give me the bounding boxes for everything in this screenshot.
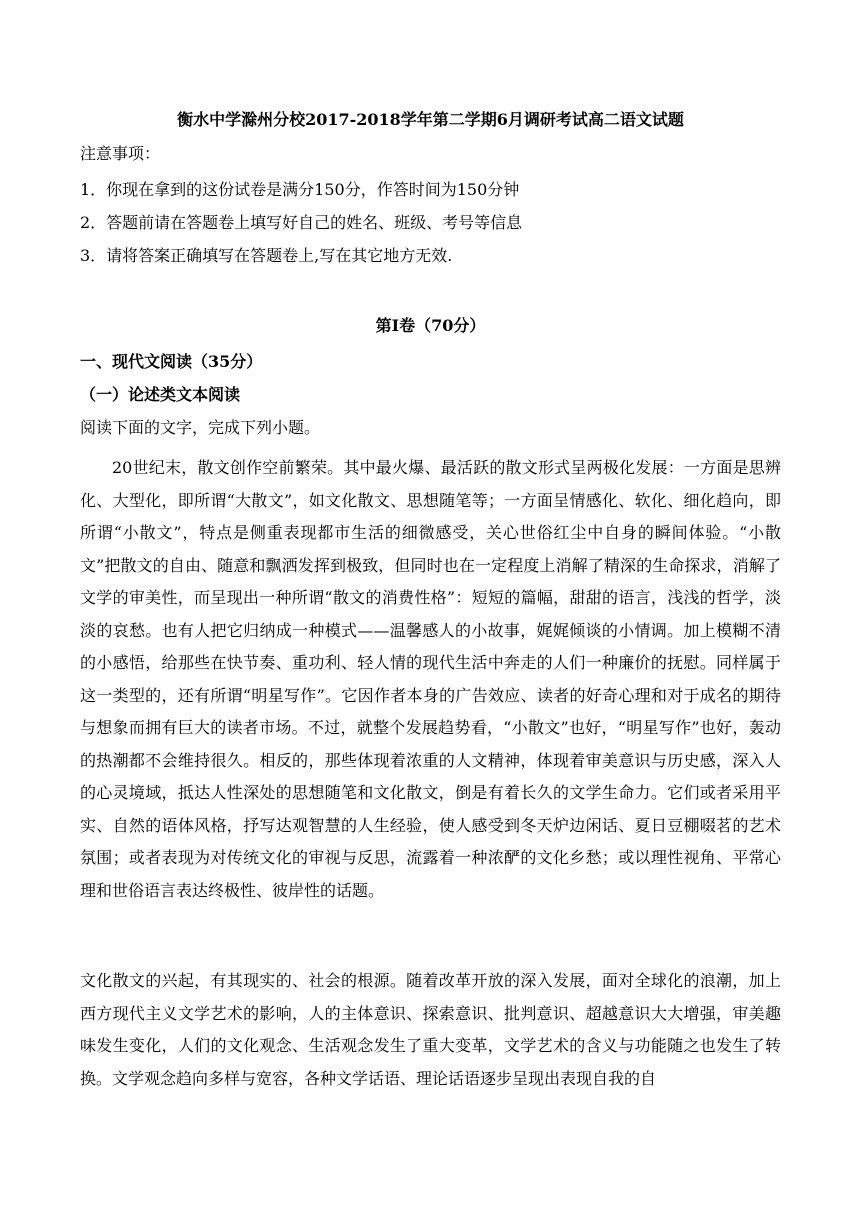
- passage-paragraph: 文化散文的兴起，有其现实的、社会的根源。随着改革开放的深入发展，面对全球化的浪潮，加上西方现代主义文学艺术的影响，人的主体意识、探索意识、批判意识、超越意识大大增强，审美趣味发生变化，人们的文化观念、生活观念发生了重大变革，文学艺术的含义与功能随之也发生了转换。文学观念趋向多样与宽容，各种文学话语、理论话语逐步呈现出表现自我的自: [80, 971, 781, 1088]
- passage-paragraph: 20世纪末，散文创作空前繁荣。其中最火爆、最活跃的散文形式呈两极化发展：一方面是思辨化、大型化，即所谓“大散文”，如文化散文、思想随笔等；一方面呈情感化、软化、细化趋向，即所谓“小散文”，特点是侧重表现都市生活的细微感受，关心世俗红尘中自身的瞬间体验。“小散文”把散文的自由、随意和飘洒发挥到极致，但同时也在一定程度上消解了精深的生命探求，消解了文学的审美性，而呈现出一种所谓“散文的消费性格”：短短的篇幅，甜甜的语言，浅浅的哲学，淡淡的哀愁。也有人把它归纳成一种模式——温馨感人的小故事，娓娓倾谈的小情调。加上模糊不清的小感悟，给那些在快节奏、重功利、轻人情的现代生活中奔走的人们一种廉价的抚慰。同样属于这一类型的，还有所谓“明星写作”。它因作者本身的广告效应、读者的好奇心理和对于成名的期待与想象而拥有巨大的读者市场。不过，就整个发展趋势看，“小散文”也好，“明星写作”也好，轰动的热潮都不会维持很久。相反的，那些体现着浓重的人文精神，体现着审美意识与历史感，深入人的心灵境域，抵达人性深处的思想随笔和文化散文，倒是有着长久的文学生命力。它们或者采用平实、自然的语体风格，抒写达观智慧的人生经验，使人感受到冬天炉边闲话、夏日豆棚啜茗的艺术氛围；或者表现为对传统文化的审视与反思，流露着一种浓酽的文化乡愁；或以理性视角、平常心理和世俗语言表达终极性、彼岸性的话题。: [80, 458, 781, 900]
- notice-list: [80, 178, 522, 277]
- notice-item: 2．答题前请在答题卷上填写好自己的姓名、班级、考号等信息: [80, 213, 523, 232]
- sub-heading: （一）论述类文本阅读: [80, 385, 241, 404]
- notice-item: 1．你现在拿到的这份试卷是满分150分，作答时间为150分钟: [80, 180, 520, 199]
- notice-heading: 注意事项：: [80, 144, 161, 163]
- notice-item: 3．请将答案正确填写在答题卷上,写在其它地方无效.: [80, 246, 453, 265]
- part-heading: 一、现代文阅读（35分）: [80, 352, 263, 371]
- reading-instruction: 阅读下面的文字，完成下列小题。: [80, 418, 321, 437]
- exam-title: 衡水中学滁州分校2017-2018学年第二学期6月调研考试高二语文试题: [177, 110, 684, 129]
- section-title: 第Ⅰ卷（70分）: [375, 316, 486, 335]
